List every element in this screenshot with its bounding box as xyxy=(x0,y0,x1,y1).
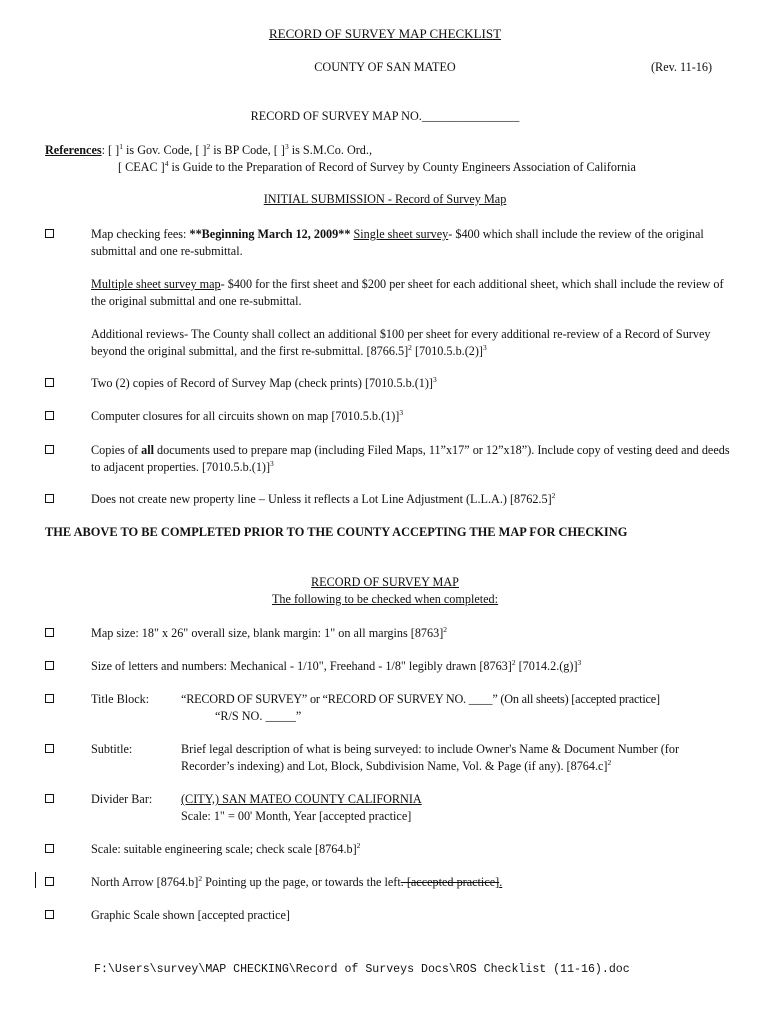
subtitle-value: Brief legal description of what is being surveyed: to include Owner's Name & Document Number (for Recorder’s indexing) and Lot, Block, Subdivision Name, Vol. & Page (if any). $[8764.c]^2$ xyxy=(181,742,680,773)
checkbox-map-size[interactable] xyxy=(45,628,54,637)
checkbox-check-prints[interactable] xyxy=(45,378,54,387)
completion-notice: THE ABOVE TO BE COMPLETED PRIOR TO THE COUNTY ACCEPTING THE MAP FOR CHECKING xyxy=(45,525,628,539)
scale-text: Scale: suitable engineering scale; check scale $[8764.b]^2$ xyxy=(91,841,361,856)
checkbox-scale[interactable] xyxy=(45,844,54,853)
computer-closures-text: Computer closures for all circuits shown on map $[7010.5.b.(1)]^3$ xyxy=(91,408,404,423)
checkbox-letter-size[interactable] xyxy=(45,661,54,670)
copies-documents-text: Copies of all documents used to prepare map (including Filed Maps, 11”x17” or 12”x18”). Include copy of vesting deed and deeds to adjacent properties. $[7010.5.b.(1)]^3$ xyxy=(91,443,730,474)
divider-bar-label: Divider Bar: xyxy=(91,792,153,806)
checkbox-property-line[interactable] xyxy=(45,494,54,503)
footer-file-path: F:\Users\survey\MAP CHECKING\Record of Surveys Docs\ROS Checklist (11-16).doc xyxy=(94,963,630,976)
title-block-value-2: “R/S NO. _____” xyxy=(215,709,302,723)
title-block-label: Title Block: xyxy=(91,692,150,706)
checkbox-north-arrow[interactable] xyxy=(45,877,54,886)
check-prints-text: Two (2) copies of Record of Survey Map (check prints) $[7010.5.b.(1)]^3$ xyxy=(91,375,437,390)
checkbox-subtitle[interactable] xyxy=(45,744,54,753)
additional-reviews-text: Additional reviews- The County shall collect an additional $100 per sheet for every additional re-review of a Record of Survey beyond the original submittal, and the first re-submittal. $[8766.5]^2$ $[7010.5.b.(2)]^3$ xyxy=(91,327,711,358)
graphic-scale-text: Graphic Scale shown [accepted practice] xyxy=(91,908,290,922)
document-title: RECORD OF SURVEY MAP CHECKLIST xyxy=(268,26,502,41)
checkbox-copies-documents[interactable] xyxy=(45,445,54,454)
divider-bar-value: (CITY,) SAN MATEO COUNTY CALIFORNIA xyxy=(181,792,422,806)
property-line-text: Does not create new property line – Unless it reflects a Lot Line Adjustment (L.L.A.) $[8762.5]^2$ xyxy=(91,491,556,506)
map-size-text: Map size: 18" x 26" overall size, blank margin: 1" on all margins $[8763]^2$ xyxy=(91,625,448,640)
change-bar xyxy=(35,872,36,888)
checkbox-title-block[interactable] xyxy=(45,694,54,703)
ros-heading: RECORD OF SURVEY MAP xyxy=(311,575,459,589)
initial-submission-heading: INITIAL SUBMISSION - Record of Survey Map xyxy=(263,192,507,206)
map-fees-text: Map checking fees: **Beginning March 12, 2009** Single sheet survey- $400 which shall include the review of the original submittal and one re-submittal. xyxy=(91,227,704,258)
letter-size-text: Size of letters and numbers: Mechanical - 1/10", Freehand - 1/8" legibly drawn $[8763]^2$ $[7014.2.(g)]^3$ xyxy=(91,658,582,673)
references-line-2: [ CEAC ]$^4$ is Guide to the Preparation of Record of Survey by County Engineers Association of California xyxy=(118,159,636,174)
checkbox-divider-bar[interactable] xyxy=(45,794,54,803)
checkbox-map-fees[interactable] xyxy=(45,229,54,238)
map-number-line: RECORD OF SURVEY MAP NO.________________ xyxy=(250,109,520,123)
checkbox-graphic-scale[interactable] xyxy=(45,910,54,919)
ros-subheading: The following to be checked when completed: xyxy=(271,592,499,606)
checkbox-computer-closures[interactable] xyxy=(45,411,54,420)
subtitle-label: Subtitle: xyxy=(91,742,133,756)
revision-label: (Rev. 11-16) xyxy=(651,60,713,74)
county-name: COUNTY OF SAN MATEO xyxy=(314,60,456,74)
divider-bar-value-2: Scale: 1" = 00' Month, Year [accepted practice] xyxy=(181,809,412,823)
multiple-sheet-text: Multiple sheet survey map- $400 for the first sheet and $200 per sheet for each additional sheet, which shall include the review of the original submittal and one re-submittal. xyxy=(91,277,724,308)
north-arrow-text: North Arrow $[8764.b]^2$ Pointing up the page, or towards the left. [accepted practice]. xyxy=(91,874,503,889)
references-label: References xyxy=(45,143,102,157)
references-line-1: References: [ ]$^1$ is Gov. Code, [ ]$^2$ is BP Code, [ ]$^3$ is S.M.Co. Ord., xyxy=(45,142,372,157)
title-block-value: “RECORD OF SURVEY” or “RECORD OF SURVEY NO. ____” (On all sheets) [accepted practice] xyxy=(181,692,660,706)
